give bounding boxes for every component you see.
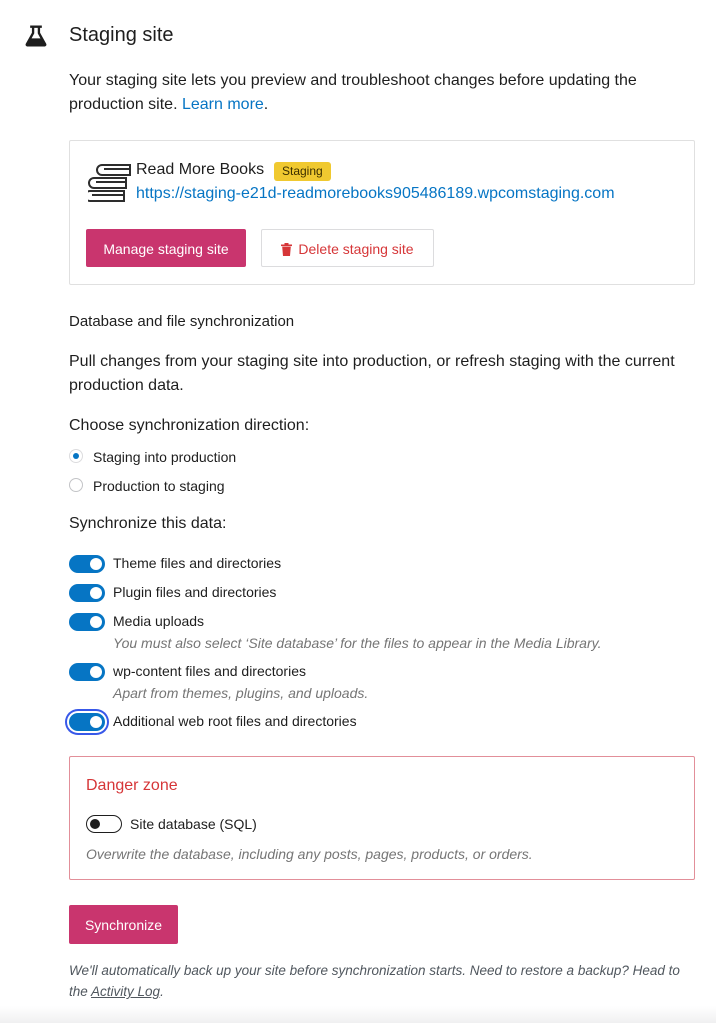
toggle-label: Plugin files and directories bbox=[113, 584, 277, 600]
toggle-help: Apart from themes, plugins, and uploads. bbox=[113, 685, 369, 701]
toggle-wp-content[interactable] bbox=[69, 663, 105, 681]
sync-description: Pull changes from your staging site into production, or refresh staging with the current production data. bbox=[69, 353, 675, 394]
intro-text bbox=[69, 69, 689, 117]
intro-period: . bbox=[263, 96, 269, 113]
sync-heading: Database and file synchronization bbox=[69, 313, 295, 330]
toggle-label: Theme files and directories bbox=[113, 555, 282, 571]
toggle-label: Additional web root files and directories bbox=[113, 713, 357, 729]
radio-label: Staging into production bbox=[93, 449, 237, 465]
site-name: Read More Books bbox=[136, 161, 265, 178]
danger-zone-help: Overwrite the database, including any posts, pages, products, or orders. bbox=[86, 846, 533, 862]
radio-label: Production to staging bbox=[93, 478, 225, 494]
synchronize-button[interactable]: Synchronize bbox=[69, 905, 178, 944]
toggle-theme-files[interactable] bbox=[69, 555, 105, 573]
page-title: Staging site bbox=[69, 24, 174, 46]
toggle-plugin-files[interactable] bbox=[69, 584, 105, 602]
toggle-media-uploads[interactable] bbox=[69, 613, 105, 631]
trash-icon bbox=[281, 243, 292, 256]
danger-zone-title: Danger zone bbox=[86, 777, 178, 794]
danger-zone bbox=[69, 756, 695, 880]
toggle-label: wp-content files and directories bbox=[113, 663, 306, 679]
flask-icon bbox=[22, 22, 50, 50]
activity-log-link[interactable]: Activity Log bbox=[91, 984, 161, 999]
staging-badge: Staging bbox=[274, 162, 331, 181]
toggle-site-database[interactable] bbox=[86, 815, 122, 833]
toggle-help: You must also select ‘Site database’ for the files to appear in the Media Library. bbox=[113, 635, 602, 651]
toggle-web-root-files[interactable] bbox=[69, 713, 105, 731]
books-stack-icon bbox=[88, 161, 132, 203]
page-bottom-edge bbox=[0, 1006, 716, 1023]
delete-staging-site-button[interactable] bbox=[261, 229, 434, 267]
toggle-label: Site database (SQL) bbox=[130, 816, 257, 832]
backup-note bbox=[69, 960, 699, 1002]
backup-note-end: . bbox=[160, 984, 164, 999]
toggle-label: Media uploads bbox=[113, 613, 205, 629]
radio-production-to-staging[interactable] bbox=[69, 478, 83, 492]
radio-staging-into-production[interactable] bbox=[69, 449, 83, 463]
backup-note-text: We'll automatically back up your site before synchronization starts. Need to restore a backup? Head to the bbox=[69, 963, 680, 999]
learn-more-link[interactable]: Learn more bbox=[181, 96, 264, 113]
manage-staging-site-button[interactable]: Manage staging site bbox=[86, 229, 246, 267]
data-heading: Synchronize this data: bbox=[69, 515, 227, 532]
staging-site-url[interactable]: https://staging-e21d-readmorebooks905486189.wpcomstaging.com bbox=[136, 185, 615, 202]
direction-heading: Choose synchronization direction: bbox=[69, 417, 310, 434]
intro-text-body: Your staging site lets you preview and troubleshoot changes before updating the production site. bbox=[69, 72, 637, 113]
staging-site-card bbox=[69, 140, 695, 285]
delete-staging-site-label: Delete staging site bbox=[298, 241, 414, 257]
